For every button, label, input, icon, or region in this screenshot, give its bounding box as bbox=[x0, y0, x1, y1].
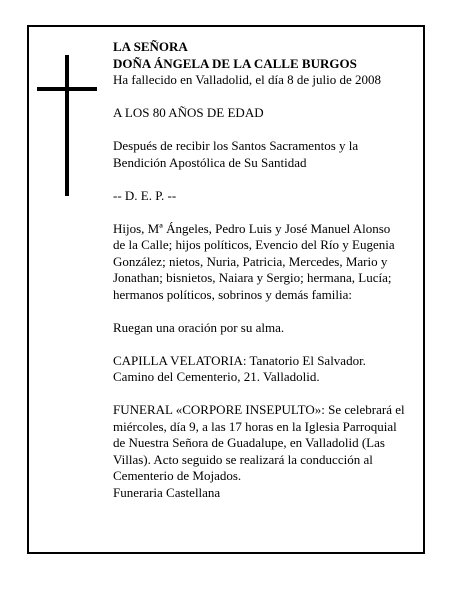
family-line: de la Calle; hijos políticos, Evencio del Río y Eugenia bbox=[113, 237, 395, 252]
chapel-line: CAPILLA VELATORIA: Tanatorio El Salvador. bbox=[113, 352, 366, 368]
age-block bbox=[113, 105, 425, 122]
funeral-block bbox=[113, 402, 425, 501]
cross-horizontal-bar bbox=[37, 87, 97, 91]
sacraments-block bbox=[113, 138, 425, 171]
funeral-line: miércoles, día 9, a las 17 horas en la Iglesia Parroquial bbox=[113, 418, 397, 434]
funeral-home: Funeraria Castellana bbox=[113, 484, 221, 500]
chapel-line: Camino del Cementerio, 21. Valladolid. bbox=[113, 369, 320, 384]
sacraments-line: Después de recibir los Santos Sacramentos y la bbox=[113, 138, 359, 153]
family-line: González; nietos, Nuria, Patricia, Mercedes, Mario y bbox=[113, 253, 388, 269]
family-block bbox=[113, 221, 425, 304]
prayer-line: Ruegan una oración por su alma. bbox=[113, 319, 285, 335]
chapel-block bbox=[113, 353, 425, 386]
sacraments-line: Bendición Apostólica de Su Santidad bbox=[113, 154, 307, 170]
funeral-line: Cementerio de Mojados. bbox=[113, 468, 242, 483]
family-line: hermanos políticos, sobrinos y demás familia: bbox=[113, 286, 353, 302]
prayer-block bbox=[113, 320, 425, 337]
funeral-line: Villas). Acto seguido se realizará la conducción al bbox=[113, 451, 373, 467]
rip-block bbox=[113, 188, 425, 205]
family-line: Hijos, Mª Ángeles, Pedro Luis y José Manuel Alonso bbox=[113, 220, 391, 236]
obituary-text bbox=[113, 39, 425, 501]
funeral-line: de Nuestra Señora de Guadalupe, en Valladolid (Las bbox=[113, 435, 385, 450]
deceased-name: DOÑA ÁNGELA DE LA CALLE BURGOS bbox=[113, 55, 357, 71]
cross-vertical-bar bbox=[65, 55, 69, 196]
funeral-line: FUNERAL «CORPORE INSEPULTO»: Se celebrará el bbox=[113, 402, 405, 417]
rip-line: -- D. E. P. -- bbox=[113, 187, 177, 203]
header-block bbox=[113, 39, 425, 89]
family-line: Jonathan; bisnietos, Naiara y Sergio; hermana, Lucía; bbox=[113, 270, 392, 285]
death-notice: Ha fallecido en Valladolid, el día 8 de julio de 2008 bbox=[113, 72, 381, 87]
age-line: A LOS 80 AÑOS DE EDAD bbox=[113, 105, 264, 120]
title-line: LA SEÑORA bbox=[113, 39, 188, 54]
